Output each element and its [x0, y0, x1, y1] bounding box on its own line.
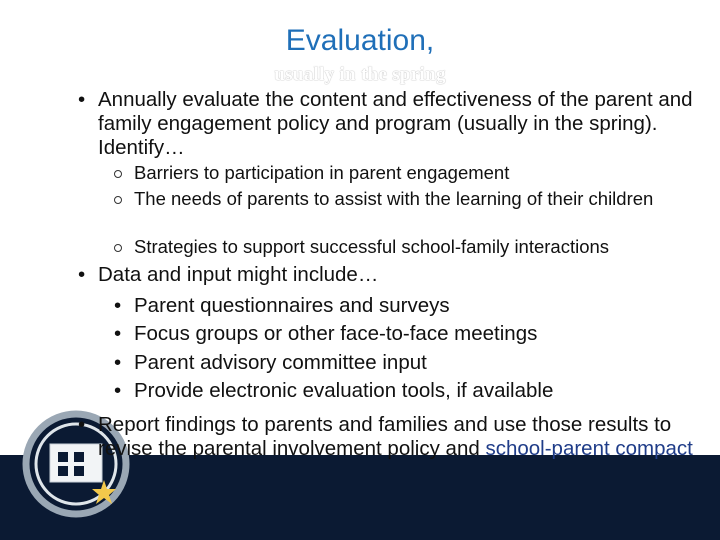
bullet-marker: • [78, 88, 86, 111]
bullet-annual-text: Annually evaluate the content and effectiveness of the parent and family engagement policy and program (usually in the spring). Identify… [98, 88, 693, 159]
sub-bullet-questionnaires [114, 294, 714, 320]
slide-title: Evaluation, [285, 24, 435, 57]
sub-bullet-text: The needs of parents to assist with the learning of their children [134, 188, 654, 209]
bullet-data [78, 263, 698, 289]
sub-bullet-text: Parent questionnaires and surveys [134, 294, 450, 317]
bullet-annual [78, 88, 698, 164]
circle-bullet-icon [114, 196, 122, 204]
bullet-report-text [98, 413, 698, 461]
bullet-marker: • [114, 294, 122, 317]
sub-bullet-electronic-tools [114, 379, 714, 405]
bullet-marker: • [114, 322, 122, 345]
sub-bullet-strategies [114, 236, 714, 258]
sub-bullet-barriers [114, 162, 714, 184]
bullet-marker: • [78, 263, 86, 286]
bullet-report-text-main: Report findings to parents and families and use those results to revise the parental involvement policy and [98, 413, 672, 460]
sub-bullet-advisory [114, 351, 714, 377]
circle-bullet-icon [114, 170, 122, 178]
slide-subtitle: usually in the spring [274, 64, 446, 85]
circle-bullet-icon [114, 244, 122, 252]
sub-bullet-focus-groups [114, 322, 714, 348]
sub-bullet-text: Focus groups or other face-to-face meetings [134, 322, 538, 345]
sub-bullet-text: Strategies to support successful school-family interactions [134, 236, 610, 257]
sub-bullet-text: Barriers to participation in parent engagement [134, 162, 510, 183]
bullet-marker: • [114, 379, 122, 402]
bullet-report-text-tail: school-parent compact [485, 437, 693, 460]
bullet-marker: • [114, 351, 122, 374]
bullet-marker: • [78, 413, 86, 436]
sub-bullet-text: Provide electronic evaluation tools, if available [134, 379, 554, 402]
sub-bullet-needs [114, 188, 714, 232]
bullet-report [78, 413, 698, 487]
sub-bullet-text: Parent advisory committee input [134, 351, 427, 374]
bullet-data-text: Data and input might include… [98, 263, 379, 286]
